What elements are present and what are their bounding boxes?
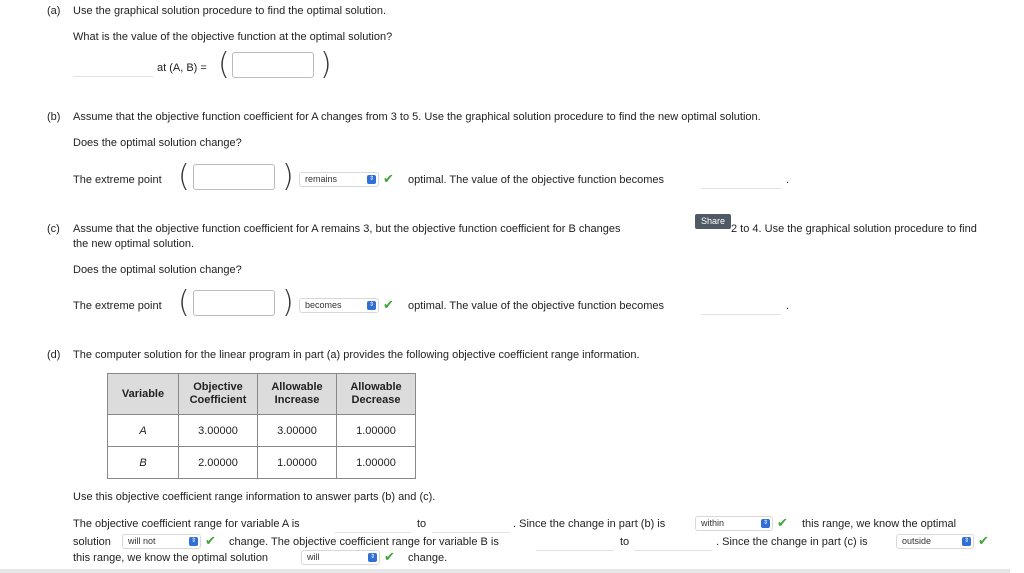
bottom-scroll-bar: [0, 569, 1010, 573]
part-a-question: What is the value of the objective function at the optimal solution?: [73, 31, 393, 43]
part-c-extreme-point-label: The extreme point: [73, 300, 162, 312]
header-text: Objective Coefficient: [189, 381, 247, 406]
select-arrow-icon: ⇕: [963, 538, 970, 544]
will-not-select-value: will not: [128, 536, 156, 546]
table-cell: 2.00000: [179, 447, 258, 479]
left-paren: (: [218, 47, 230, 82]
part-b-instruction: Assume that the objective function coefficient for A changes from 3 to 5. Use the graphical solution procedure to find the new optimal solution.: [73, 111, 761, 123]
part-c-change-select[interactable]: [299, 298, 379, 313]
select-arrow-icon: ⇕: [368, 176, 375, 182]
part-c-after-text: optimal. The value of the objective function becomes: [408, 300, 665, 312]
solution-text: solution: [73, 536, 111, 548]
range-b-upper-input[interactable]: [634, 532, 712, 551]
outside-select-value: outside: [902, 536, 932, 546]
change-c-text: . Since the change in part (c) is: [716, 536, 868, 548]
table-cell: B: [108, 447, 179, 479]
range-a-upper-input[interactable]: [432, 514, 510, 533]
extreme-point-input-b[interactable]: [193, 164, 275, 190]
part-c-instruction-line2: the new optimal solution.: [73, 238, 195, 250]
table-header-row: [108, 374, 416, 415]
left-paren: (: [178, 285, 190, 320]
check-icon: ✔: [978, 533, 989, 548]
range-b-lower-input[interactable]: [536, 532, 614, 551]
outside-select[interactable]: [896, 534, 974, 549]
part-d-instruction: The computer solution for the linear program in part (a) provides the following objective coefficient range information.: [73, 349, 640, 361]
select-arrow-icon: ⇕: [762, 520, 769, 526]
part-c-instruction-start: Assume that the objective function coefficient for A remains 3, but the objective function coefficient for B changes: [73, 223, 621, 235]
part-c-instruction-end: 2 to 4. Use the graphical solution procedure to find: [731, 223, 977, 235]
part-c-objective-value-input[interactable]: [701, 296, 781, 315]
part-c-period: .: [786, 300, 790, 312]
header-allowable-increase: [258, 374, 337, 415]
check-icon: ✔: [205, 533, 216, 548]
left-paren: (: [178, 159, 190, 194]
at-ab-label: at (A, B) =: [157, 62, 207, 74]
header-allowable-decrease: [337, 374, 416, 415]
right-paren: ): [320, 47, 332, 82]
will-not-select[interactable]: [122, 534, 201, 549]
table-cell: 3.00000: [179, 415, 258, 447]
right-paren: ): [282, 285, 294, 320]
extreme-point-input-c[interactable]: [193, 290, 275, 316]
this-range-text: this range, we know the optimal solution: [73, 552, 269, 564]
range-table: [107, 373, 416, 479]
objective-value-input[interactable]: [73, 58, 153, 77]
use-range-info-text: Use this objective coefficient range information to answer parts (b) and (c).: [73, 491, 436, 503]
share-button[interactable]: Share: [695, 214, 731, 229]
range-a-lower-input[interactable]: [335, 514, 411, 533]
part-b-question: Does the optimal solution change?: [73, 137, 242, 149]
part-b-extreme-point-label: The extreme point: [73, 174, 162, 186]
table-cell: 3.00000: [258, 415, 337, 447]
select-arrow-icon: ⇕: [190, 538, 197, 544]
range-a-text: The objective coefficient range for variable A is: [73, 518, 300, 530]
table-cell: 1.00000: [337, 447, 416, 479]
select-arrow-icon: ⇕: [369, 554, 376, 560]
header-objective-coefficient: [179, 374, 258, 415]
table-cell: 1.00000: [337, 415, 416, 447]
part-b-select-value: remains: [305, 174, 338, 184]
check-icon: ✔: [777, 515, 788, 530]
part-b-period: .: [786, 174, 790, 186]
optimal-text: this range, we know the optimal: [802, 518, 957, 530]
header-text: Allowable Decrease: [350, 381, 402, 406]
right-paren: ): [282, 159, 294, 194]
part-c-select-value: becomes: [305, 300, 342, 310]
change-b-text: . Since the change in part (b) is: [513, 518, 666, 530]
table-row: [108, 415, 416, 447]
part-d-label: (d): [47, 349, 61, 361]
part-c-label: (c): [47, 223, 60, 235]
header-text: Allowable Increase: [271, 381, 323, 406]
will-select-value: will: [307, 552, 320, 562]
header-variable: [108, 374, 179, 415]
range-b-text: change. The objective coefficient range for variable B is: [229, 536, 499, 548]
part-b-label: (b): [47, 111, 61, 123]
table-cell: A: [108, 415, 179, 447]
part-b-change-select[interactable]: [299, 172, 379, 187]
within-select-value: within: [701, 518, 725, 528]
part-c-question: Does the optimal solution change?: [73, 264, 242, 276]
check-icon: ✔: [383, 171, 394, 186]
header-text: Variable: [121, 387, 165, 400]
part-a-instruction: Use the graphical solution procedure to find the optimal solution.: [73, 5, 387, 17]
range-b-to-text: to: [620, 536, 630, 548]
part-a-label: (a): [47, 5, 61, 17]
table-cell: 1.00000: [258, 447, 337, 479]
part-b-after-text: optimal. The value of the objective function becomes: [408, 174, 665, 186]
change-text: change.: [408, 552, 448, 564]
range-a-to-text: to: [417, 518, 427, 530]
within-select[interactable]: [695, 516, 773, 531]
select-arrow-icon: ⇕: [368, 302, 375, 308]
will-select[interactable]: [301, 550, 380, 565]
part-b-objective-value-input[interactable]: [701, 170, 781, 189]
optimal-point-input-a[interactable]: [232, 52, 314, 78]
table-row: [108, 447, 416, 479]
check-icon: ✔: [384, 549, 395, 564]
check-icon: ✔: [383, 297, 394, 312]
